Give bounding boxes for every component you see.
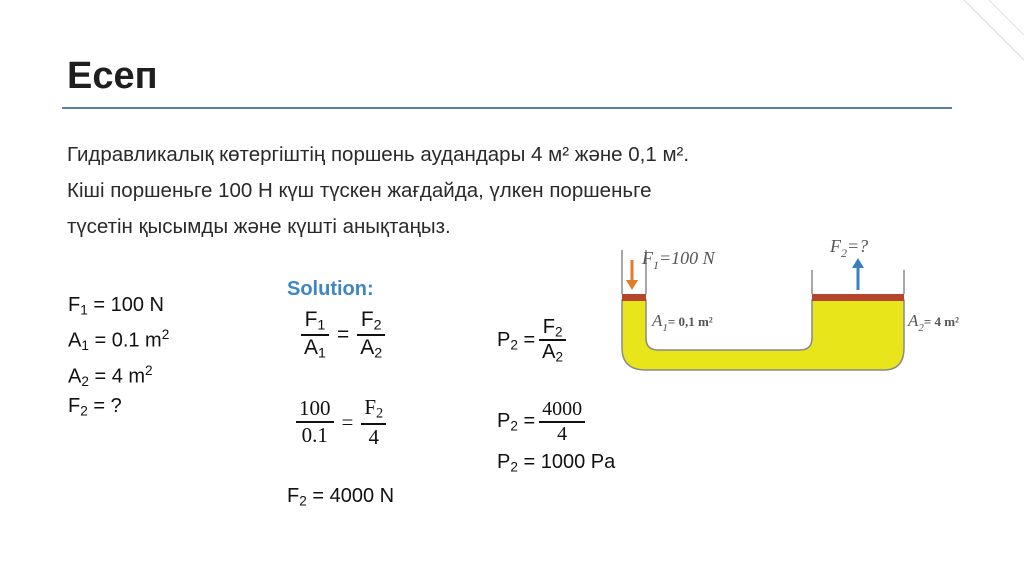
fluid-body bbox=[622, 300, 904, 370]
given-values bbox=[68, 293, 169, 424]
pascal-equation bbox=[301, 308, 385, 361]
given-f2: $F_2$ = ? bbox=[68, 395, 122, 419]
slide-title: Есеп bbox=[67, 55, 158, 97]
f1-arrow-down-icon bbox=[626, 260, 638, 290]
fraction-f2-a2: $\frac{F_2}{A_2}$ bbox=[539, 316, 566, 365]
problem-line: Гидравликалық көтергіштің поршень аудандары 4 м² және 0,1 м². bbox=[67, 143, 690, 166]
solution-label: Solution: bbox=[287, 278, 374, 300]
a2-label: $A_2^{= 4 m^2}$ bbox=[908, 311, 960, 334]
fraction-4000-4: $\frac{4000}{4}$ bbox=[539, 398, 585, 446]
f2-arrow-up-icon bbox=[852, 258, 864, 290]
problem-line: түсетін қысымды және күшті анықтаңыз. bbox=[67, 215, 451, 238]
a1-label: $A_1^{= 0,1 m^2}$ bbox=[652, 311, 713, 334]
substituted-equation bbox=[296, 395, 386, 450]
problem-statement bbox=[67, 137, 947, 245]
given-f1: $F_1 = 100$ N bbox=[68, 294, 164, 318]
problem-line: Кіші поршеньге 100 Н күш түскен жағдайда, үлкен поршеньге bbox=[67, 179, 652, 202]
pressure-result: $P_2 = 1000$ Pa bbox=[497, 451, 616, 475]
slide-corner-decoration bbox=[944, 0, 1024, 80]
fraction-f1-a1: $\frac{F_1}{A_1}$ bbox=[301, 308, 329, 361]
pressure-substitution: $P_2$ = $\frac{4000}{4}$ bbox=[497, 398, 585, 446]
f2-result: $F_2 = 4000$ N bbox=[287, 485, 395, 509]
hydraulic-press-diagram bbox=[598, 230, 998, 390]
f2-label: $F_2=$? bbox=[830, 236, 869, 260]
f1-label: $F_1=100$ N bbox=[642, 248, 715, 272]
given-a2: $A_2 = 4$ $m^2$ bbox=[68, 363, 153, 390]
fraction-100-0.1: $\frac{100}{0.1}$ bbox=[296, 396, 334, 448]
title-underline bbox=[62, 107, 952, 109]
equals-sign: = bbox=[336, 322, 350, 346]
fraction-f2-4: $\frac{F_2}{4}$ bbox=[361, 395, 386, 450]
large-piston bbox=[812, 294, 904, 301]
pressure-formula: $P_2$ = $\frac{F_2}{A_2}$ bbox=[497, 316, 566, 365]
equals-sign: = bbox=[341, 409, 354, 434]
fraction-f2-a2: $\frac{F_2}{A_2}$ bbox=[357, 308, 385, 361]
small-piston bbox=[622, 294, 646, 301]
given-a1: $A_1 = 0.1$ $m^2$ bbox=[68, 327, 170, 354]
